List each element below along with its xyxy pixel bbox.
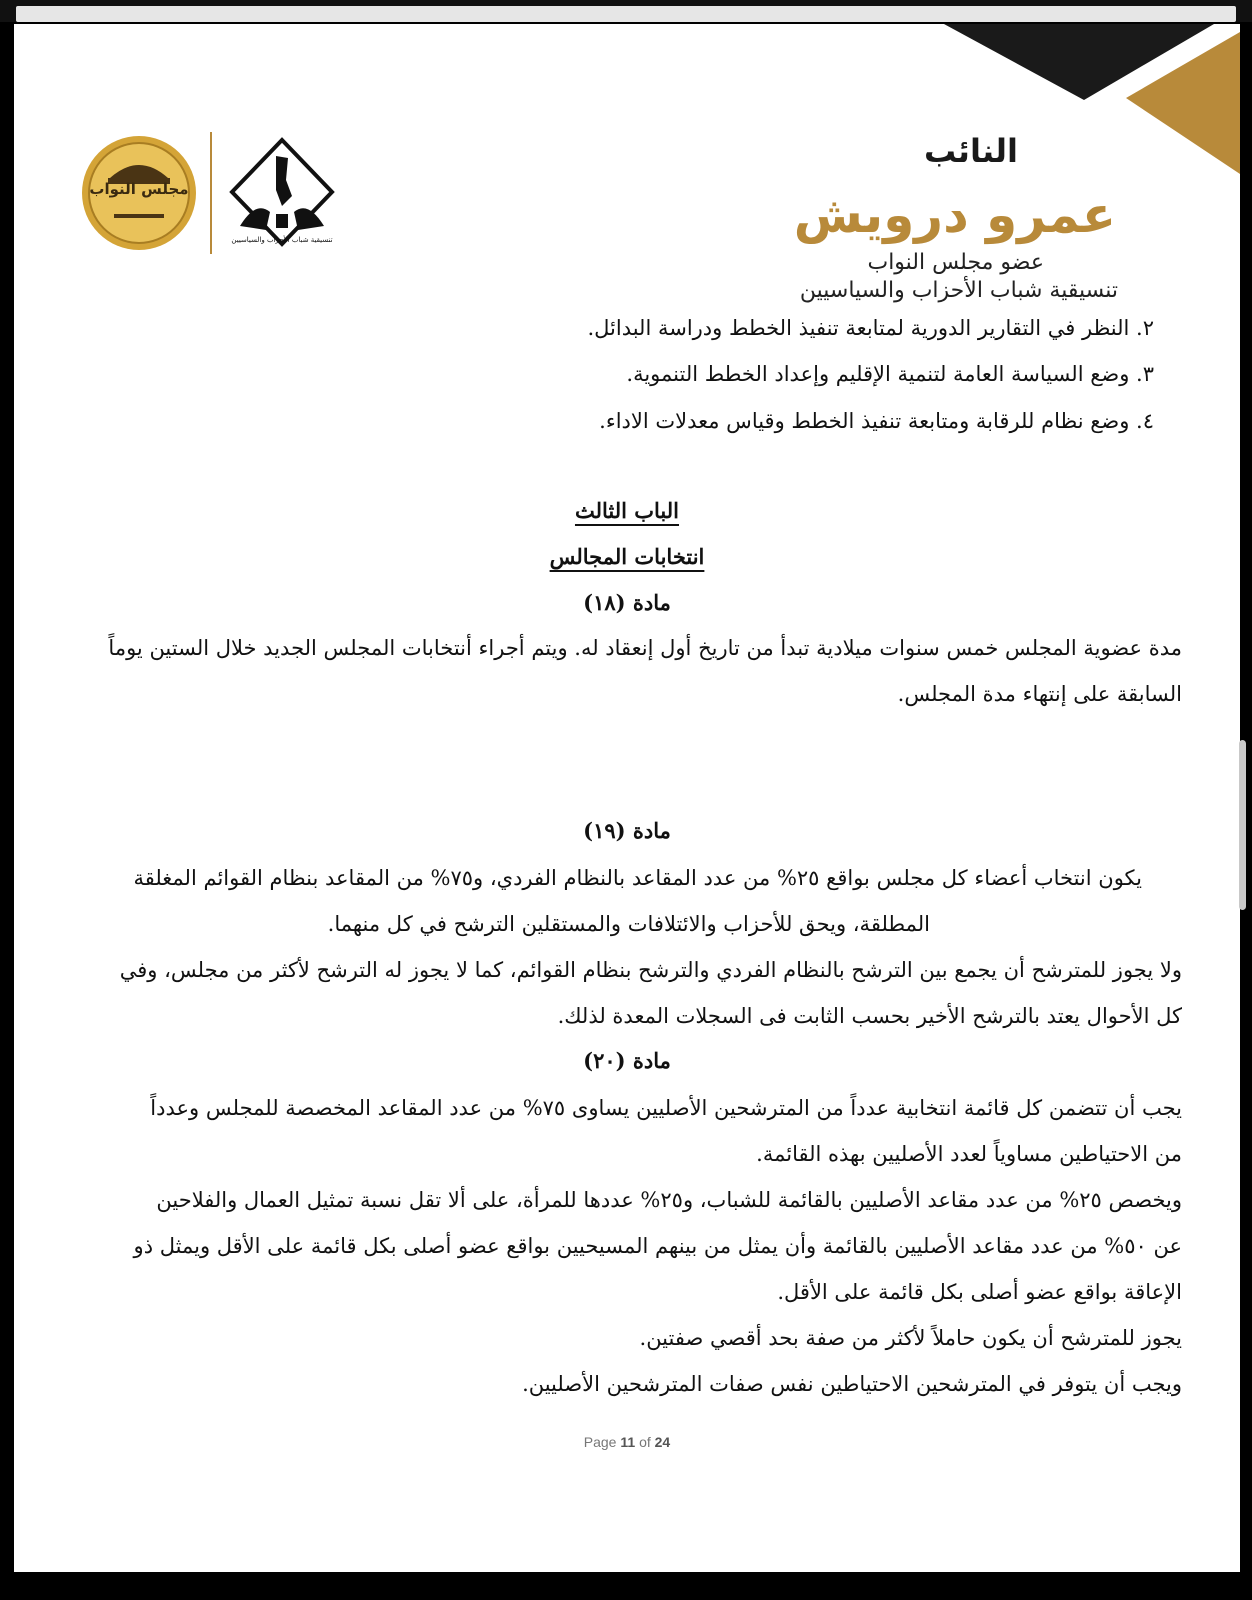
article-19-line: كل الأحوال يعتد بالترشح الأخير بحسب الثابت فى السجلات المعدة لذلك. bbox=[557, 1004, 1182, 1028]
of-word: of bbox=[639, 1434, 651, 1450]
logo-divider bbox=[210, 132, 212, 254]
list-item: ٤. وضع نظام للرقابة ومتابعة تنفيذ الخطط وقياس معدلات الاداء. bbox=[599, 409, 1154, 433]
section-title-text: انتخابات المجالس bbox=[549, 544, 705, 569]
article-19-line: ولا يجوز للمترشح أن يجمع بين الترشح بالنظام الفردي والترشح بنظام القوائم، كما لا يجوز له الترشح لأكثر من مجلس، وفي bbox=[119, 958, 1182, 982]
list-item: ٣. وضع السياسة العامة لتنمية الإقليم وإعداد الخطط التنموية. bbox=[626, 362, 1154, 386]
member-org: تنسيقية شباب الأحزاب والسياسيين bbox=[799, 278, 1118, 303]
emblem-text: تنسيقية شباب الأحزاب والسياسيين bbox=[231, 236, 333, 244]
header-title: النائب bbox=[924, 132, 1018, 170]
article-20-line: عن ٥٠% من عدد مقاعد الأصليين بالقائمة وأن يمثل من بينهم المسيحيين بواقع عضو أصلى بكل قائمة على الأقل ويمثل ذو bbox=[133, 1234, 1182, 1258]
list-item: ٢. النظر في التقارير الدورية لمتابعة تنفيذ الخطط ودراسة البدائل. bbox=[587, 316, 1154, 340]
article-18-heading: مادة (١٨) bbox=[583, 590, 671, 615]
document-page bbox=[14, 24, 1240, 1572]
section-title bbox=[14, 544, 1240, 569]
member-name: عمرو درويش bbox=[793, 186, 1116, 244]
article-19-line: المطلقة، ويحق للأحزاب والائتلافات والمستقلين الترشح في كل منهما. bbox=[327, 912, 930, 936]
article-20-line: من الاحتياطين مساوياً لعدد الأصليين بهذه القائمة. bbox=[756, 1142, 1182, 1166]
scrollbar-thumb[interactable] bbox=[1239, 740, 1246, 910]
page-current: 11 bbox=[620, 1434, 636, 1450]
article-19-line: يكون انتخاب أعضاء كل مجلس بواقع ٢٥% من عدد المقاعد بالنظام الفردي، و٧٥% من المقاعد بنظام القوائم المغلقة bbox=[133, 866, 1142, 890]
chapter-heading-text: الباب الثالث bbox=[574, 498, 680, 523]
article-20-line: يجب أن تتضمن كل قائمة انتخابية عدداً من المترشحين الأصليين يساوى ٧٥% من عدد المقاعد المخصصة للمجلس وعدداً bbox=[150, 1096, 1182, 1120]
top-bar-strip bbox=[16, 6, 1236, 22]
page-total: 24 bbox=[654, 1434, 671, 1450]
article-20-line: الإعاقة بواقع عضو أصلى بكل قائمة على الأقل. bbox=[777, 1280, 1182, 1304]
page-word: Page bbox=[583, 1434, 617, 1450]
top-bar bbox=[0, 0, 1252, 22]
article-20-heading: مادة (٢٠) bbox=[583, 1048, 671, 1073]
page-footer bbox=[14, 1434, 1240, 1450]
article-18-line: السابقة على إنتهاء مدة المجلس. bbox=[897, 682, 1182, 706]
article-18-line: مدة عضوية المجلس خمس سنوات ميلادية تبدأ من تاريخ أول إنعقاد له. ويتم أجراء أنتخابات المجلس الجديد خلال الستين يوماً bbox=[108, 636, 1182, 660]
article-20-line: ويجب أن يتوفر في المترشحين الاحتياطين نفس صفات المترشحين الأصليين. bbox=[522, 1372, 1182, 1396]
article-20-line: يجوز للمترشح أن يكون حاملاً لأكثر من صفة بحد أقصي صفتين. bbox=[639, 1326, 1182, 1350]
chapter-heading bbox=[14, 498, 1240, 523]
member-role: عضو مجلس النواب bbox=[867, 250, 1044, 275]
article-20-line: ويخصص ٢٥% من عدد مقاعد الأصليين بالقائمة للشباب، و٢٥% عددها للمرأة، على ألا تقل نسبة تمثيل العمال والفلاحين bbox=[156, 1188, 1182, 1212]
seal-text: مجلس النواب bbox=[89, 180, 189, 198]
bottom-bar bbox=[0, 1572, 1252, 1600]
article-19-heading: مادة (١٩) bbox=[583, 818, 671, 843]
